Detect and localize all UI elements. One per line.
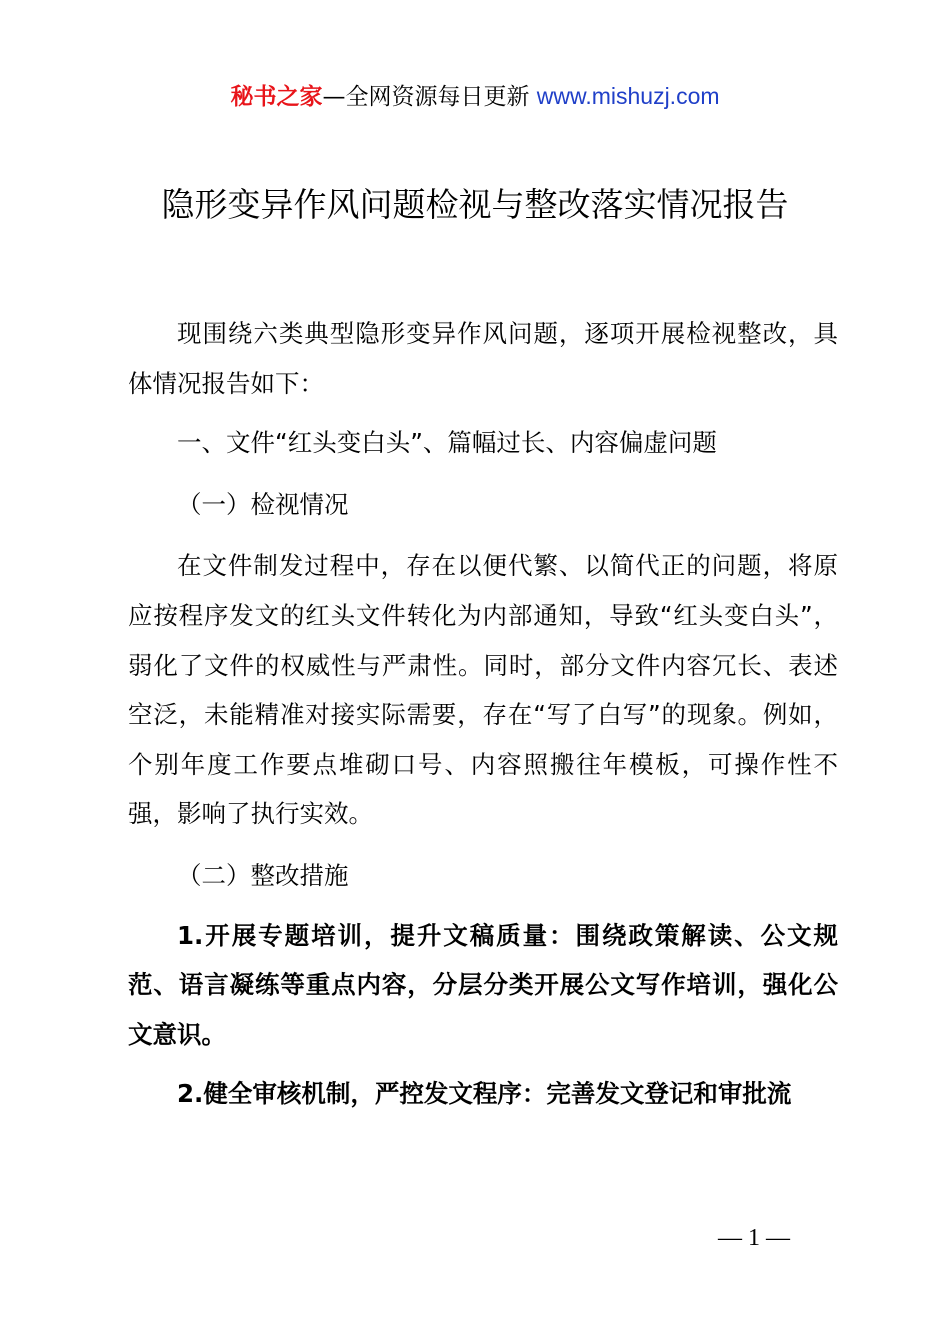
document-title: 隐形变异作风问题检视与整改落实情况报告 — [161, 185, 789, 224]
document-body — [128, 309, 838, 1119]
inspection-paragraph: 在文件制发过程中，存在以便代繁、以简代正的问题，将原应按程序发文的红头文件转化为内部通知，导致“红头变白头”，弱化了文件的权威性与严肃性。同时，部分文件内容冗长、表述空泛，未能精准对接实际需要，存在“写了白写”的现象。例如，个别年度工作要点堆砌口号、内容照搬往年模板，可操作性不强，影响了执行实效。 — [128, 551, 838, 829]
section-heading-1: 一、文件“红头变白头”、篇幅过长、内容偏虚问题 — [177, 428, 717, 458]
intro-paragraph: 现围绕六类典型隐形变异作风问题，逐项开展检视整改，具体情况报告如下： — [128, 319, 838, 398]
measure-item-2: 2.健全审核机制，严控发文程序：完善发文登记和审批流 — [177, 1079, 792, 1109]
measure-item-1: 1.开展专题培训，提升文稿质量：围绕政策解读、公文规范、语言凝练等重点内容，分层分类开展公文写作培训，强化公文意识。 — [128, 920, 838, 1049]
subsection-heading-measures: （二）整改措施 — [177, 860, 349, 890]
site-url-link[interactable]: www.mishuzj.com — [536, 83, 720, 109]
page-number: — 1 — — [718, 1225, 790, 1251]
brand-name: 秘书之家 — [230, 84, 323, 110]
header-tagline: —全网资源每日更新 — [322, 84, 530, 110]
site-header — [0, 80, 950, 113]
subsection-heading-inspection: （一）检视情况 — [177, 489, 349, 519]
